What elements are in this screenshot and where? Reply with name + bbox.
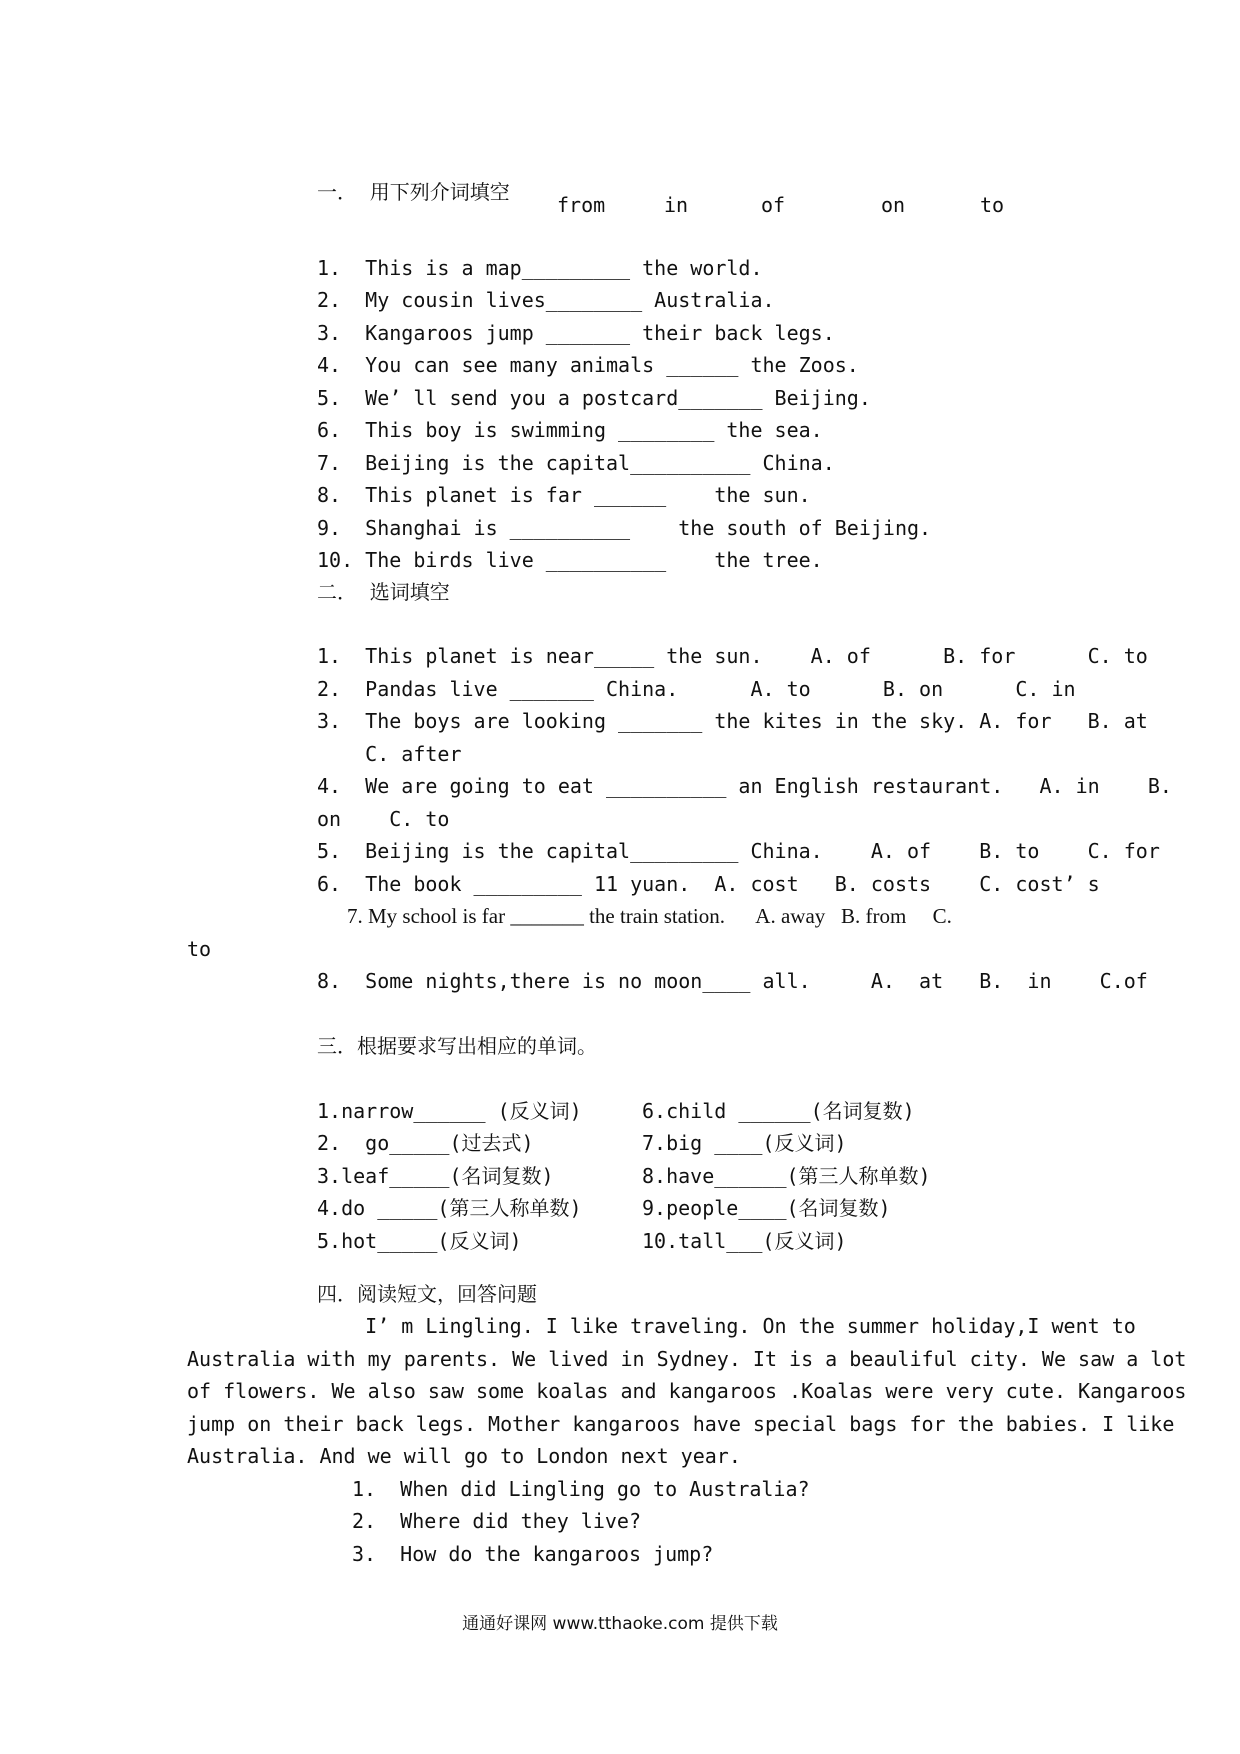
preposition-word: to [980, 193, 1005, 217]
s3-left-item: 3.leaf_____(名词复数) [317, 1164, 554, 1188]
s3-right-item: 8.have______(第三人称单数) [642, 1164, 931, 1188]
passage-line: of flowers. We also saw some koalas and kangaroos .Koalas were very cute. Kangaroos [187, 1379, 1187, 1403]
s3-right-item: 7.big ____(反义词) [642, 1131, 847, 1155]
s3-right-item: 10.tall___(反义词) [642, 1229, 847, 1253]
question-item: 2. Where did they live? [352, 1509, 641, 1533]
preposition-word: of [761, 193, 786, 217]
section1-heading: 一． 用下列介词填空 [317, 180, 510, 204]
s2-line: 8. Some nights,there is no moon____ all. A. at B. in C.of [317, 969, 1148, 993]
s1-item: 2. My cousin lives________ Australia. [317, 288, 775, 312]
s3-left-item: 2. go_____(过去式) [317, 1131, 534, 1155]
s3-left-item: 4.do _____(第三人称单数) [317, 1196, 582, 1220]
question-item: 1. When did Lingling go to Australia? [352, 1477, 810, 1501]
s1-item: 1. This is a map_________ the world. [317, 256, 763, 280]
s1-item: 10. The birds live __________ the tree. [317, 548, 823, 572]
passage-line: Australia with my parents. We lived in Sydney. It is a beauliful city. We saw a lot [187, 1347, 1187, 1371]
section3-heading: 三．根据要求写出相应的单词。 [317, 1034, 597, 1058]
s2-line: 6. The book _________ 11 yuan. A. cost B. costs C. cost’ s [317, 872, 1100, 896]
question-item: 3. How do the kangaroos jump? [352, 1542, 714, 1566]
section4-heading: 四．阅读短文，回答问题 [317, 1282, 537, 1306]
s1-item: 3. Kangaroos jump _______ their back legs. [317, 321, 835, 345]
s3-right-item: 9.people____(名词复数) [642, 1196, 891, 1220]
s1-item: 4. You can see many animals ______ the Zoos. [317, 353, 859, 377]
preposition-word: from [557, 193, 606, 217]
s1-item: 7. Beijing is the capital__________ China. [317, 451, 835, 475]
s3-left-item: 1.narrow______ (反义词) [317, 1099, 582, 1123]
s2-line: 3. The boys are looking _______ the kites in the sky. A. for B. at [317, 709, 1148, 733]
s2-line: to [187, 937, 212, 961]
passage-line: Australia. And we will go to London next year. [187, 1444, 741, 1468]
footer-credit: 通通好课网 www.tthaoke.com 提供下载 [462, 1614, 778, 1634]
s2-line: 4. We are going to eat __________ an English restaurant. A. in B. [317, 774, 1172, 798]
s2-line: 7. My school is far _______ the train station. A. away B. from C. [347, 904, 952, 928]
s2-line: 1. This planet is near_____ the sun. A. of B. for C. to [317, 644, 1148, 668]
s2-line: 5. Beijing is the capital_________ China. A. of B. to C. for [317, 839, 1160, 863]
s1-item: 6. This boy is swimming ________ the sea. [317, 418, 823, 442]
preposition-word: on [881, 193, 906, 217]
s1-item: 5. We’ ll send you a postcard_______ Beijing. [317, 386, 871, 410]
section2-heading: 二． 选词填空 [317, 580, 450, 604]
passage-line: I’ m Lingling. I like traveling. On the summer holiday,I went to [317, 1314, 1136, 1338]
s2-line: 2. Pandas live _______ China. A. to B. on C. in [317, 677, 1076, 701]
s2-line: on C. to [317, 807, 450, 831]
preposition-word: in [664, 193, 689, 217]
s1-item: 8. This planet is far ______ the sun. [317, 483, 811, 507]
s1-item: 9. Shanghai is __________ the south of Beijing. [317, 516, 932, 540]
passage-line: jump on their back legs. Mother kangaroos have special bags for the babies. I like [187, 1412, 1175, 1436]
s2-line: C. after [317, 742, 462, 766]
s3-right-item: 6.child ______(名词复数) [642, 1099, 915, 1123]
s3-left-item: 5.hot_____(反义词) [317, 1229, 522, 1253]
